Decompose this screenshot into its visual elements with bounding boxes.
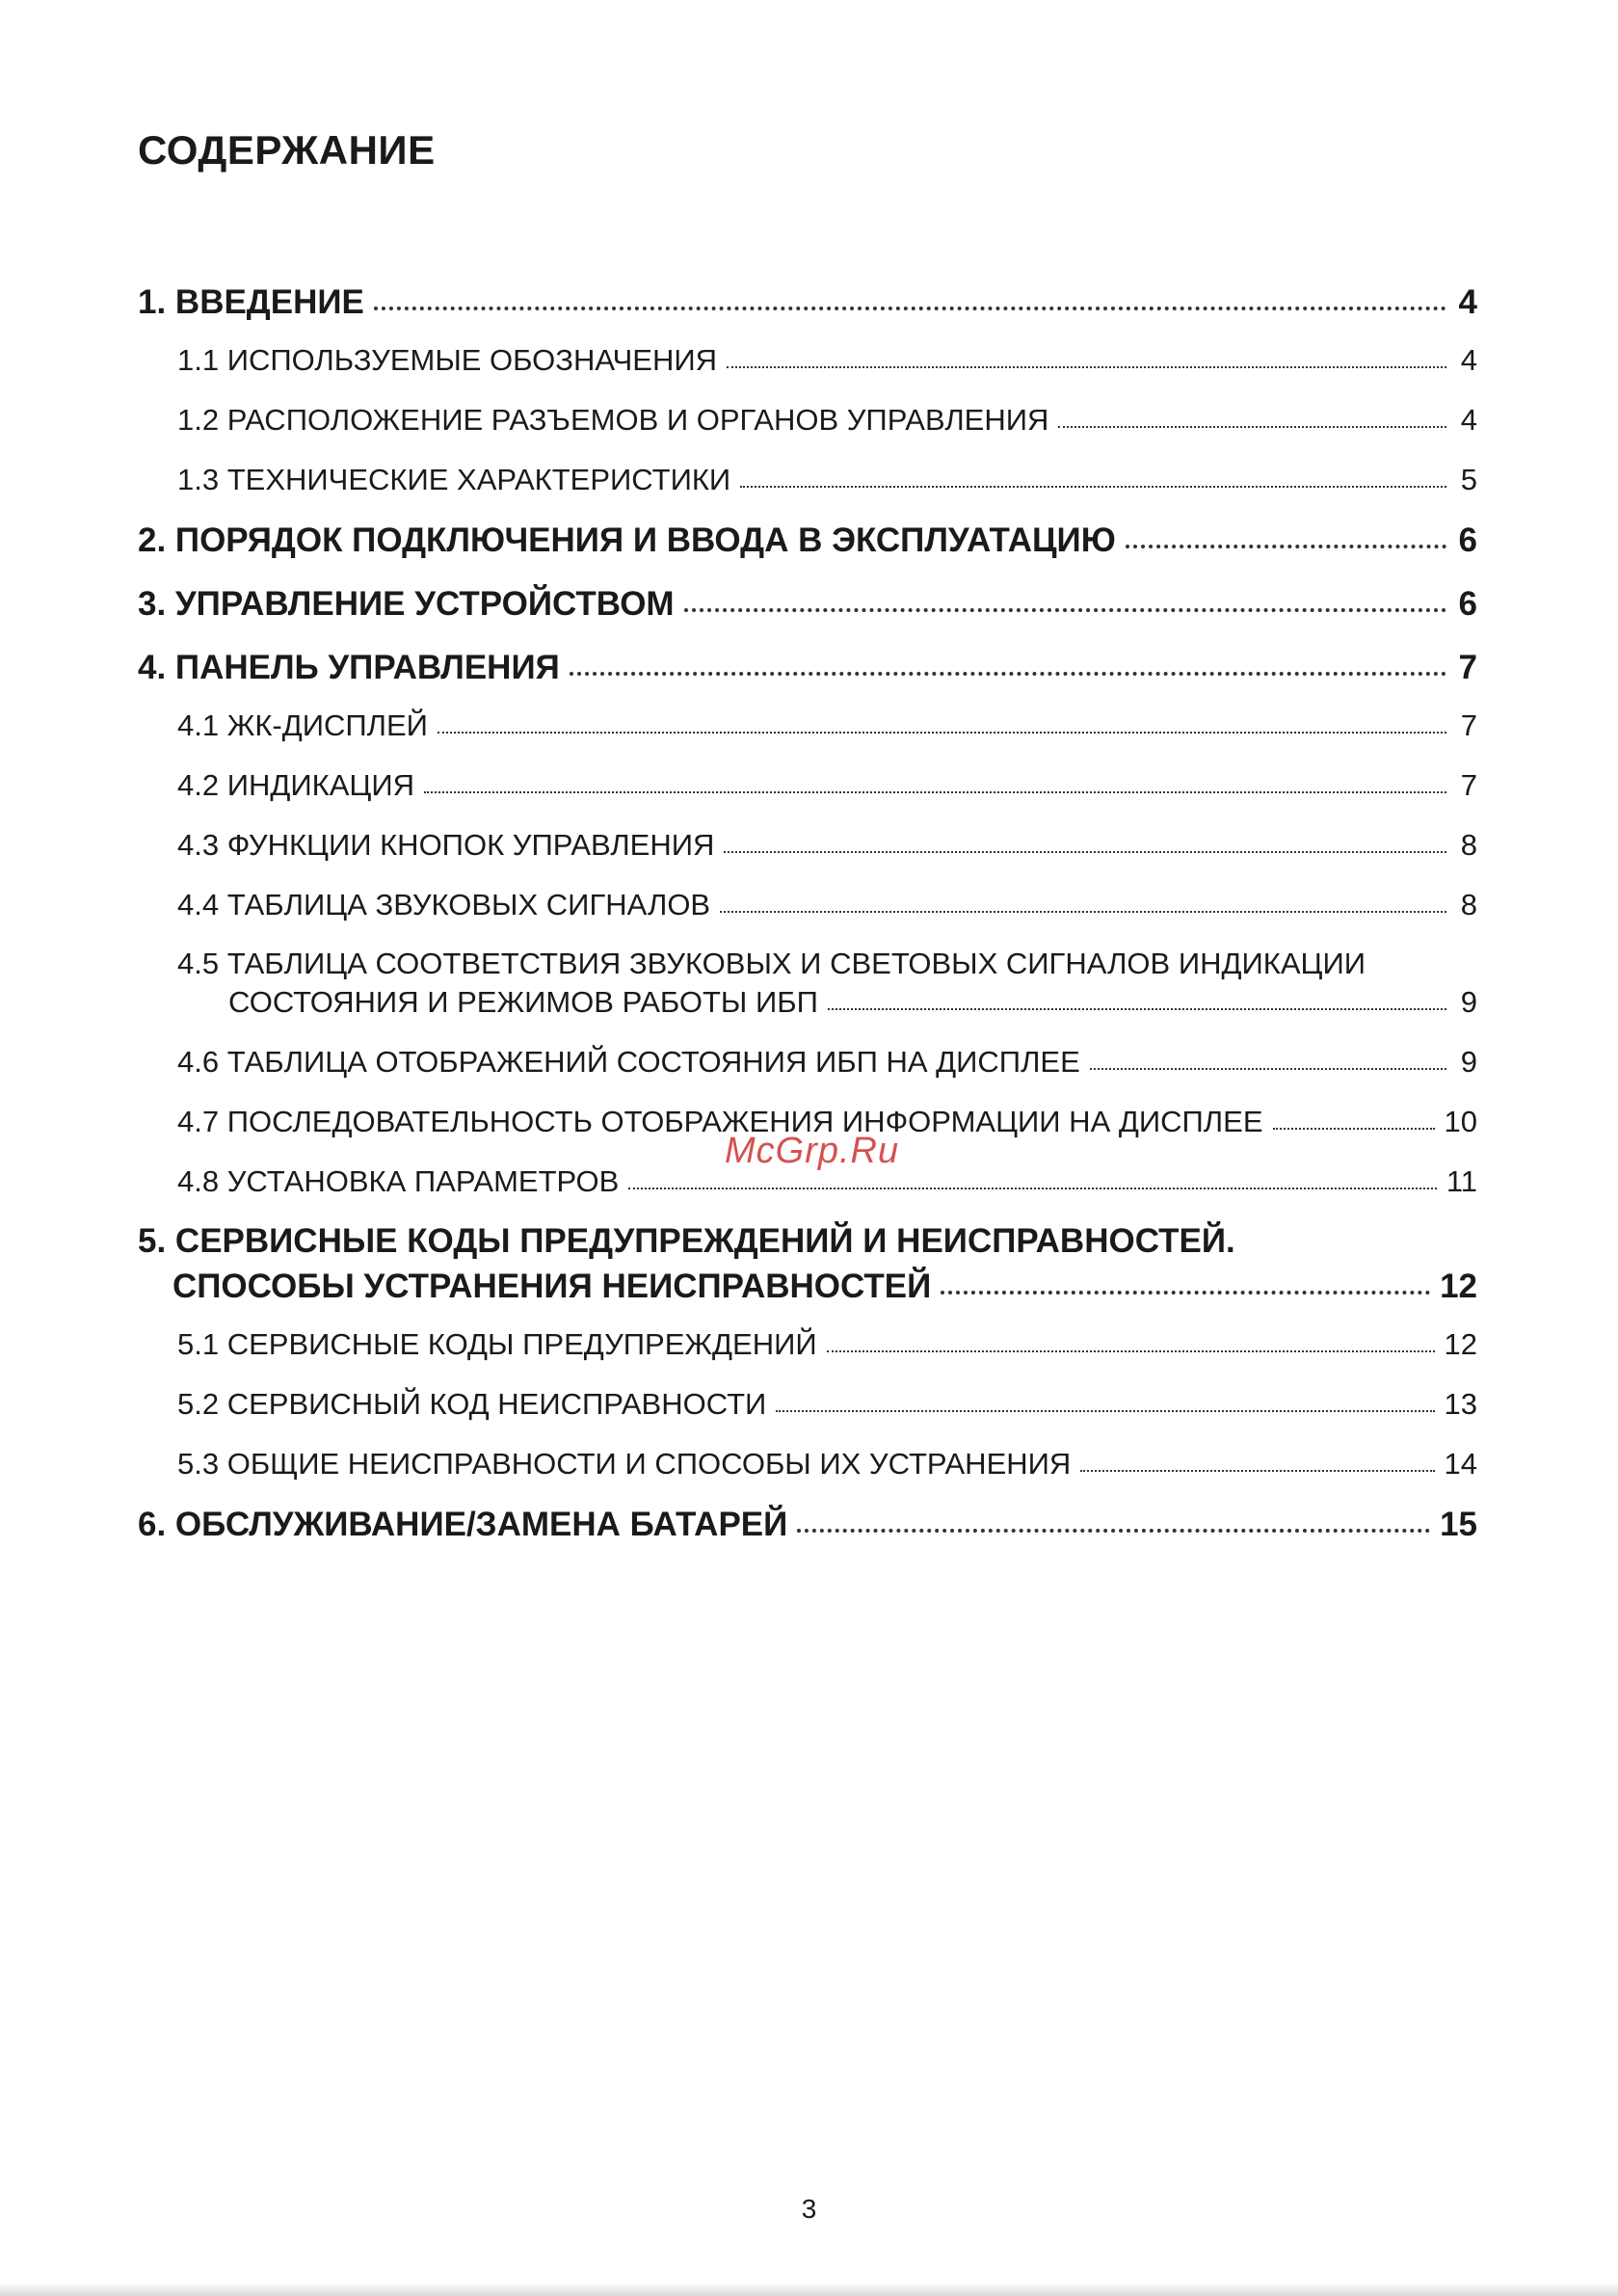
dot-leader — [1126, 518, 1446, 551]
dot-leader — [724, 825, 1446, 855]
toc-page-number: 9 — [1460, 985, 1477, 1019]
dot-leader — [1058, 400, 1446, 430]
toc-page-number: 9 — [1460, 1045, 1477, 1079]
toc-entry-label: 3. УПРАВЛЕНИЕ УСТРОЙСТВОМ — [138, 585, 675, 623]
toc-entry-5-1[interactable] — [138, 1324, 1477, 1364]
dot-leader — [424, 765, 1446, 795]
dot-leader — [438, 706, 1446, 735]
toc-page-number: 15 — [1440, 1506, 1477, 1543]
toc-page-number: 13 — [1444, 1387, 1477, 1421]
toc-entry-label: 4.5 ТАБЛИЦА СООТВЕТСТВИЯ ЗВУКОВЫХ И СВЕТОВЫХ СИГНАЛОВ ИНДИКАЦИИ — [177, 947, 1366, 980]
toc-entry-label-continued: СОСТОЯНИЯ И РЕЖИМОВ РАБОТЫ ИБП — [228, 985, 818, 1019]
dot-leader — [776, 1384, 1434, 1414]
toc-entry-label: 4.6 ТАБЛИЦА ОТОБРАЖЕНИЙ СОСТОЯНИЯ ИБП НА ДИСПЛЕЕ — [177, 1045, 1080, 1079]
toc-entry-label: 4.8 УСТАНОВКА ПАРАМЕТРОВ — [177, 1164, 620, 1198]
dot-leader — [740, 460, 1446, 490]
toc-entry-3[interactable] — [138, 581, 1477, 627]
toc-entry-5[interactable] — [138, 1219, 1477, 1309]
toc-entry-5-3[interactable] — [138, 1444, 1477, 1483]
toc-entry-4-1[interactable] — [138, 706, 1477, 745]
dot-leader — [374, 280, 1446, 313]
toc-page-number: 14 — [1444, 1447, 1477, 1481]
toc-page-number: 8 — [1460, 828, 1477, 862]
toc-page-number: 4 — [1460, 403, 1477, 437]
dot-leader — [1090, 1042, 1446, 1072]
toc-entry-label: 4.4 ТАБЛИЦА ЗВУКОВЫХ СИГНАЛОВ — [177, 888, 711, 921]
toc-page-number: 6 — [1458, 585, 1477, 623]
toc-entry-label: 4.3 ФУНКЦИИ КНОПОК УПРАВЛЕНИЯ — [177, 828, 715, 862]
dot-leader — [570, 645, 1446, 679]
toc-page-number: 6 — [1458, 521, 1477, 559]
toc-entry-label: 1. ВВЕДЕНИЕ — [138, 283, 364, 321]
dot-leader — [828, 982, 1446, 1012]
dot-leader — [727, 340, 1446, 370]
dot-leader — [1273, 1102, 1435, 1132]
toc-page-number: 12 — [1444, 1327, 1477, 1361]
toc-entry-2[interactable] — [138, 518, 1477, 563]
page-number: 3 — [801, 2194, 817, 2224]
toc-page-number: 4 — [1460, 343, 1477, 377]
toc-entry-4-3[interactable] — [138, 825, 1477, 865]
toc-entry-1-2[interactable] — [138, 400, 1477, 440]
toc-page-number: 11 — [1446, 1164, 1477, 1198]
page-title: СОДЕРЖАНИЕ — [138, 127, 436, 173]
toc-entry-label: 4.7 ПОСЛЕДОВАТЕЛЬНОСТЬ ОТОБРАЖЕНИЯ ИНФОРМАЦИИ НА ДИСПЛЕЕ — [177, 1105, 1263, 1138]
toc-entry-label: 5. СЕРВИСНЫЕ КОДЫ ПРЕДУПРЕЖДЕНИЙ И НЕИСПРАВНОСТЕЙ. — [138, 1222, 1235, 1260]
toc-entry-4[interactable] — [138, 645, 1477, 690]
toc-page-number: 4 — [1458, 283, 1477, 321]
toc-entry-label: 2. ПОРЯДОК ПОДКЛЮЧЕНИЯ И ВВОДА В ЭКСПЛУАТАЦИЮ — [138, 521, 1116, 559]
toc-entry-4-6[interactable] — [138, 1042, 1477, 1081]
page-bottom-edge — [0, 2283, 1618, 2296]
toc-entry-label-continued: СПОСОБЫ УСТРАНЕНИЯ НЕИСПРАВНОСТЕЙ — [172, 1268, 932, 1305]
toc-entry-label: 4. ПАНЕЛЬ УПРАВЛЕНИЯ — [138, 649, 560, 686]
watermark: McGrp.Ru — [725, 1131, 900, 1171]
toc-entry-1-1[interactable] — [138, 340, 1477, 380]
dot-leader — [684, 581, 1446, 615]
toc-entry-label: 6. ОБСЛУЖИВАНИЕ/ЗАМЕНА БАТАРЕЙ — [138, 1506, 788, 1543]
toc-entry-1[interactable] — [138, 280, 1477, 325]
toc-entry-label: 4.2 ИНДИКАЦИЯ — [177, 768, 414, 802]
toc-entry-label: 5.1 СЕРВИСНЫЕ КОДЫ ПРЕДУПРЕЖДЕНИЙ — [177, 1327, 817, 1361]
toc-entry-label: 4.1 ЖК-ДИСПЛЕЙ — [177, 708, 428, 742]
toc-entry-label: 5.3 ОБЩИЕ НЕИСПРАВНОСТИ И СПОСОБЫ ИХ УСТРАНЕНИЯ — [177, 1447, 1072, 1481]
toc-page-number: 7 — [1460, 708, 1477, 742]
toc-page-number: 8 — [1460, 888, 1477, 921]
dot-leader — [720, 885, 1446, 915]
toc-entry-5-2[interactable] — [138, 1384, 1477, 1424]
toc-page-number: 12 — [1440, 1268, 1477, 1305]
toc-entry-label: 1.3 ТЕХНИЧЕСКИЕ ХАРАКТЕРИСТИКИ — [177, 463, 731, 496]
toc-entry-6[interactable] — [138, 1502, 1477, 1547]
dot-leader — [797, 1502, 1430, 1535]
toc-entry-label: 5.2 СЕРВИСНЫЙ КОД НЕИСПРАВНОСТИ — [177, 1387, 767, 1421]
toc-entry-4-5[interactable] — [138, 945, 1477, 1022]
dot-leader — [827, 1324, 1435, 1354]
dot-leader — [1080, 1444, 1434, 1474]
toc-page-number: 7 — [1460, 768, 1477, 802]
toc-entry-label: 1.1 ИСПОЛЬЗУЕМЫЕ ОБОЗНАЧЕНИЯ — [177, 343, 718, 377]
toc-entry-label: 1.2 РАСПОЛОЖЕНИЕ РАЗЪЕМОВ И ОРГАНОВ УПРАВЛЕНИЯ — [177, 403, 1049, 437]
toc-entry-4-2[interactable] — [138, 765, 1477, 805]
toc-page-number: 10 — [1444, 1105, 1477, 1138]
toc-entry-4-4[interactable] — [138, 885, 1477, 924]
table-of-contents — [138, 280, 1477, 1547]
toc-page-number: 7 — [1458, 649, 1477, 686]
toc-entry-1-3[interactable] — [138, 460, 1477, 499]
toc-page-number: 5 — [1460, 463, 1477, 496]
dot-leader — [941, 1264, 1430, 1297]
